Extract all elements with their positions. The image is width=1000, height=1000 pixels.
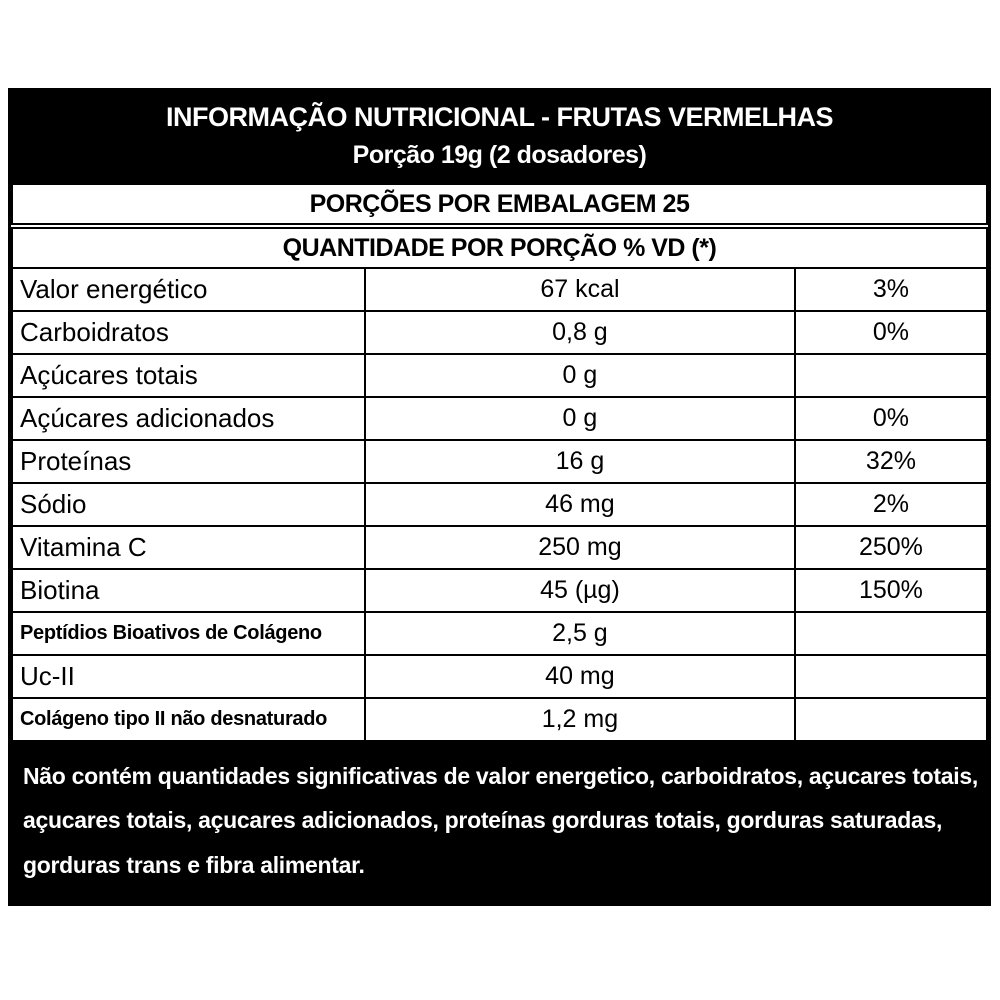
nutrient-row: [12, 698, 987, 741]
nutrient-amount: 45 (µg): [365, 569, 795, 612]
nutrient-amount: 0 g: [365, 354, 795, 397]
nutrient-dv: 2%: [795, 483, 987, 526]
nutrient-amount: 1,2 mg: [365, 698, 795, 741]
nutrient-dv: 0%: [795, 397, 987, 440]
nutrient-label: Sódio: [12, 483, 365, 526]
nutrient-dv: 250%: [795, 526, 987, 569]
nutrient-row: [12, 612, 987, 655]
nutrient-row: [12, 526, 987, 569]
nutrient-label: Colágeno tipo II não desnaturado: [12, 698, 365, 741]
quantity-per-serving-row: [12, 226, 987, 268]
nutrient-amount: 2,5 g: [365, 612, 795, 655]
nutrient-label: Açúcares adicionados: [12, 397, 365, 440]
nutrient-dv: [795, 354, 987, 397]
nutrient-dv: 0%: [795, 311, 987, 354]
nutrient-dv: 32%: [795, 440, 987, 483]
nutrient-row: [12, 569, 987, 612]
nutrient-row: [12, 397, 987, 440]
disclaimer-line: Não contém quantidades significativas de valor energetico, carboidratos, açucares totais,: [23, 763, 978, 790]
servings-per-package-row: [12, 184, 987, 226]
disclaimer-line: gorduras trans e fibra alimentar.: [23, 851, 365, 878]
nutrition-table: [11, 183, 988, 742]
nutrient-row: [12, 268, 987, 311]
nutrient-label: Peptídios Bioativos de Colágeno: [12, 612, 365, 655]
nutrient-label: Uc-II: [12, 655, 365, 698]
nutrition-disclaimer: [11, 742, 988, 902]
nutrient-row: [12, 311, 987, 354]
nutrient-amount: 46 mg: [365, 483, 795, 526]
nutrient-label: Valor energético: [12, 268, 365, 311]
nutrient-dv: [795, 655, 987, 698]
nutrient-dv: 3%: [795, 268, 987, 311]
nutrition-label: [8, 88, 991, 906]
nutrient-amount: 0,8 g: [365, 311, 795, 354]
nutrient-label: Proteínas: [12, 440, 365, 483]
nutrient-row: [12, 655, 987, 698]
nutrient-row: [12, 483, 987, 526]
nutrient-label: Biotina: [12, 569, 365, 612]
nutrient-dv: 150%: [795, 569, 987, 612]
nutrient-amount: 40 mg: [365, 655, 795, 698]
serving-size-line: Porção 19g (2 dosadores): [352, 141, 647, 170]
nutrient-row: [12, 354, 987, 397]
servings-per-package-text: PORÇÕES POR EMBALAGEM 25: [12, 184, 987, 226]
nutrient-dv: [795, 698, 987, 741]
nutrient-label: Vitamina C: [12, 526, 365, 569]
nutrient-amount: 0 g: [365, 397, 795, 440]
nutrient-amount: 67 kcal: [365, 268, 795, 311]
nutrient-dv: [795, 612, 987, 655]
nutrition-header: [11, 91, 988, 183]
quantity-per-serving-text: QUANTIDADE POR PORÇÃO % VD (*): [12, 226, 987, 268]
nutrient-amount: 16 g: [365, 440, 795, 483]
nutrient-label: Açúcares totais: [12, 354, 365, 397]
disclaimer-line: açucares totais, açucares adicionados, proteínas gorduras totais, gorduras saturadas,: [23, 807, 943, 834]
nutrient-amount: 250 mg: [365, 526, 795, 569]
nutrition-title: INFORMAÇÃO NUTRICIONAL - FRUTAS VERMELHAS: [166, 102, 833, 132]
nutrient-row: [12, 440, 987, 483]
nutrient-label: Carboidratos: [12, 311, 365, 354]
